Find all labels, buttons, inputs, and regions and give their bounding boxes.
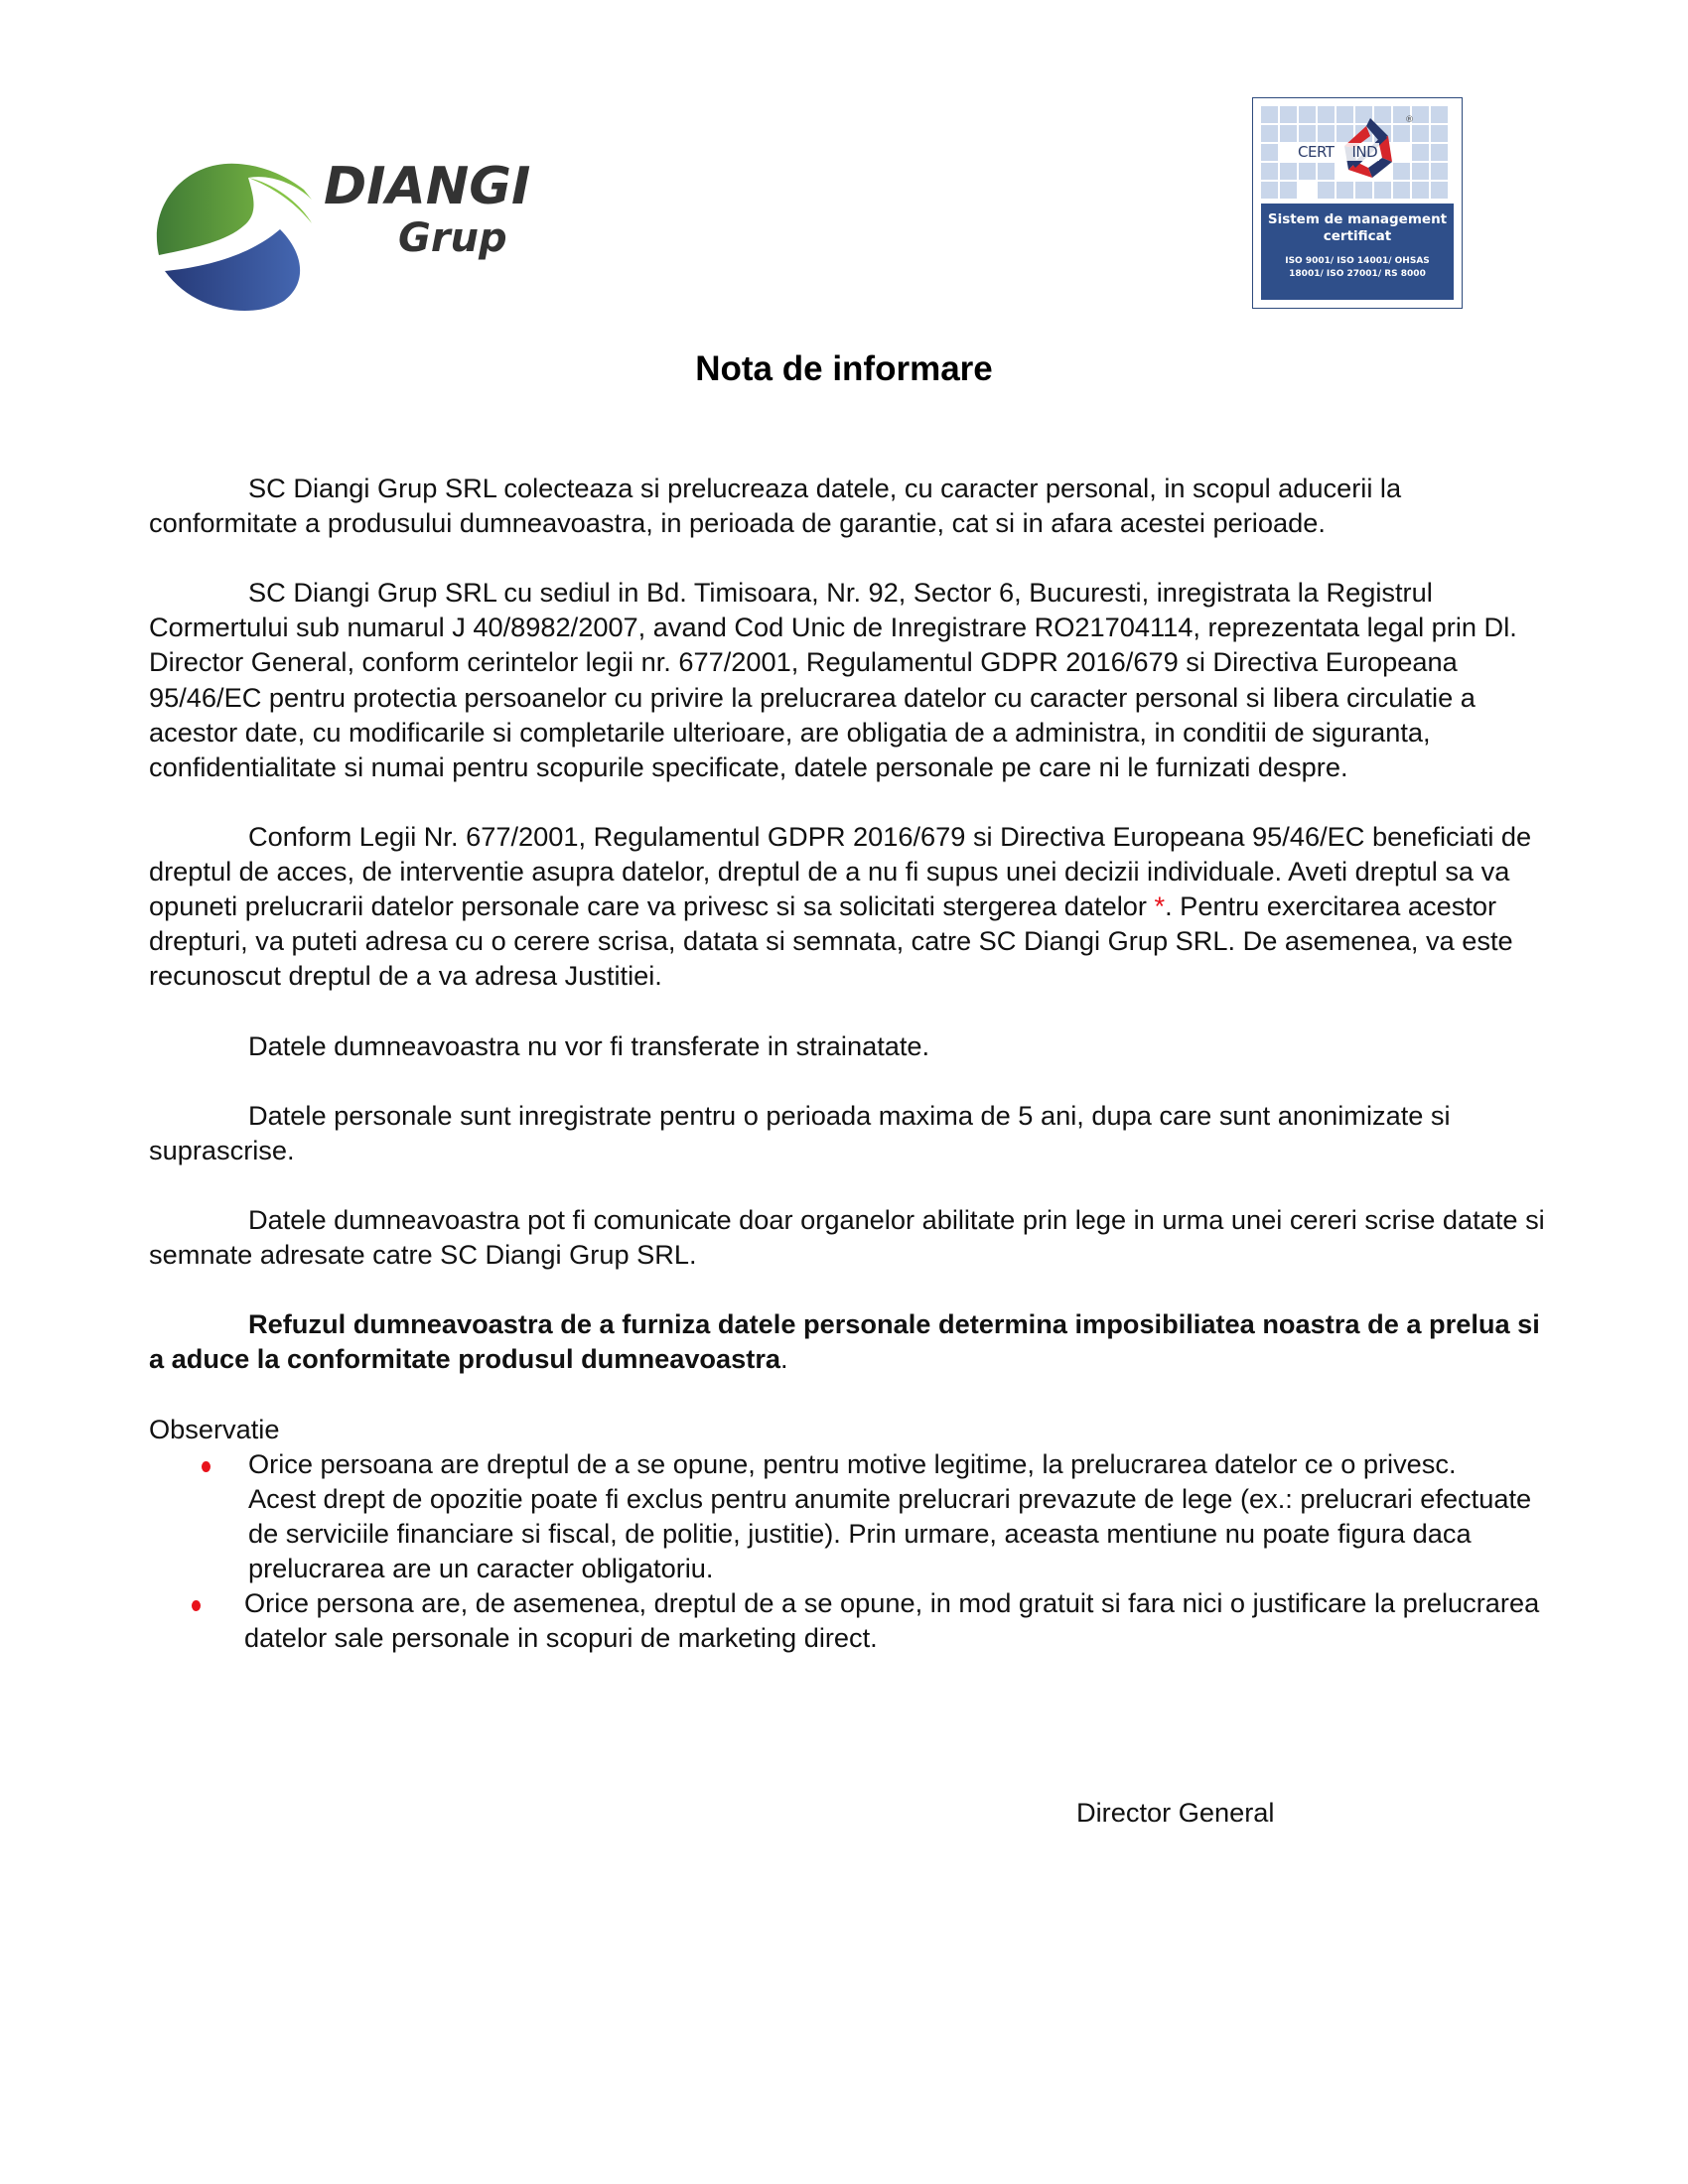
cert-left: CERT bbox=[1298, 143, 1335, 161]
certind-wordmark bbox=[1296, 143, 1379, 161]
observation-1-text: Orice persoana are dreptul de a se opune, pentru motive legitime, la prelucrarea datelor ce o privesc. bbox=[248, 1447, 1457, 1479]
refusal-bold-text: Refuzul dumneavoastra de a furniza datele personale determina imposibiliatea noastra de a prelua si a aduce la conformitate produsul dumneavoastra bbox=[149, 1308, 1540, 1375]
swoosh-globe-icon bbox=[157, 164, 312, 311]
ind-right: IND bbox=[1351, 143, 1378, 161]
observation-2-text: Orice persona are, de asemenea, dreptul de a se opune, in mod gratuit si fara nici o justificare la prelucrarea datelor sale personale in scopuri de marketing direct. bbox=[244, 1587, 1540, 1654]
paragraph-transfer: Datele dumneavoastra nu vor fi transferate in strainatate. bbox=[248, 1029, 930, 1061]
rights-text-b: . Pentru exercitarea acestor drepturi, va puteti adresa cu o cerere scrisa, datata si semnata, catre SC Diangi Grup SRL. De asemenea, va este recunoscut dreptul de a va adresa Justitiei. bbox=[149, 890, 1513, 992]
list-item bbox=[149, 1446, 1547, 1585]
certind-badge bbox=[1252, 97, 1463, 309]
observation-1-note: Acest drept de opozitie poate fi exclus pentru anumite prelucrari prevazute de lege (ex.: prelucrari efectuate de serviciile financiare si fiscal, de politie, justitie). Prin urmare, aceasta mentiune nu poate figura daca prelucrarea are un caracter obligatoriu. bbox=[248, 1482, 1532, 1583]
observations-list bbox=[149, 1446, 1547, 1656]
badge-standards-b: 18001/ ISO 27001/ RS 8000 bbox=[1289, 269, 1426, 279]
bullet-icon bbox=[192, 1600, 201, 1611]
footnote-star: * bbox=[1154, 890, 1166, 922]
registered-mark: ® bbox=[1405, 115, 1414, 125]
paragraph-company-info: SC Diangi Grup SRL cu sediul in Bd. Timisoara, Nr. 92, Sector 6, Bucuresti, inregistrata la Registrul Cormertului sub numarul J 40/8982/2007, avand Cod Unic de Inregistrare RO21704114, reprezentata legal prin Dl. Director General, conform cerintelor legii nr. 677/2001, Regulamentul GDPR 2016/679 si Directiva Europeana 95/46/EC pentru protectia persoanelor cu privire la prelucrarea datelor cu caracter personal si libera circulatie a acestor date, cu modificarile si completarile ulterioare, are obligatia de a administra, in conditii de siguranta, confidentialitate si numai pentru scopurile specificate, datele personale pe care ni le furnizati despre. bbox=[149, 577, 1517, 782]
badge-standards-a: ISO 9001/ ISO 14001/ OHSAS bbox=[1285, 256, 1430, 266]
badge-panel bbox=[1261, 204, 1454, 300]
list-item bbox=[149, 1585, 1547, 1655]
paragraph-rights bbox=[149, 819, 1547, 993]
diangi-grup-logo bbox=[147, 144, 604, 313]
brand-sub: Grup bbox=[398, 215, 507, 261]
observations-heading: Observatie bbox=[149, 1413, 280, 1444]
paragraph-retention: Datele personale sunt inregistrate pentru o perioada maxima de 5 ani, dupa care sunt anonimizate si suprascrise. bbox=[149, 1099, 1451, 1165]
refusal-period: . bbox=[780, 1343, 788, 1375]
badge-line-2 bbox=[1261, 255, 1454, 281]
paragraph-disclosure: Datele dumneavoastra pot fi comunicate doar organelor abilitate prin lege in urma unei cereri scrise datate si semnate adresate catre SC Diangi Grup SRL. bbox=[149, 1203, 1545, 1271]
signature-title: Director General bbox=[1076, 1797, 1275, 1828]
document-title: Nota de informare bbox=[695, 349, 993, 388]
badge-line-1: Sistem de management certificat bbox=[1267, 211, 1448, 244]
paragraph-refusal bbox=[149, 1306, 1547, 1376]
document-body bbox=[149, 471, 1547, 1655]
bullet-icon bbox=[202, 1461, 211, 1472]
rights-text-a: Conform Legii Nr. 677/2001, Regulamentul GDPR 2016/679 si Directiva Europeana 95/46/EC beneficiati de dreptul de acces, de interventie asupra datelor, dreptul de a nu fi supus unei decizii individuale. Aveti dreptul sa va opuneti prelucrarii datelor personale care va privesc si sa solicitati stergerea datelor bbox=[149, 820, 1532, 922]
paragraph-purpose: SC Diangi Grup SRL colecteaza si prelucreaza datele, cu caracter personal, in scopul aducerii la conformitate a produsului dumneavoastra, in perioada de garantie, cat si in afara acestei perioade. bbox=[149, 473, 1402, 539]
brand-name: DIANGI bbox=[324, 157, 531, 216]
